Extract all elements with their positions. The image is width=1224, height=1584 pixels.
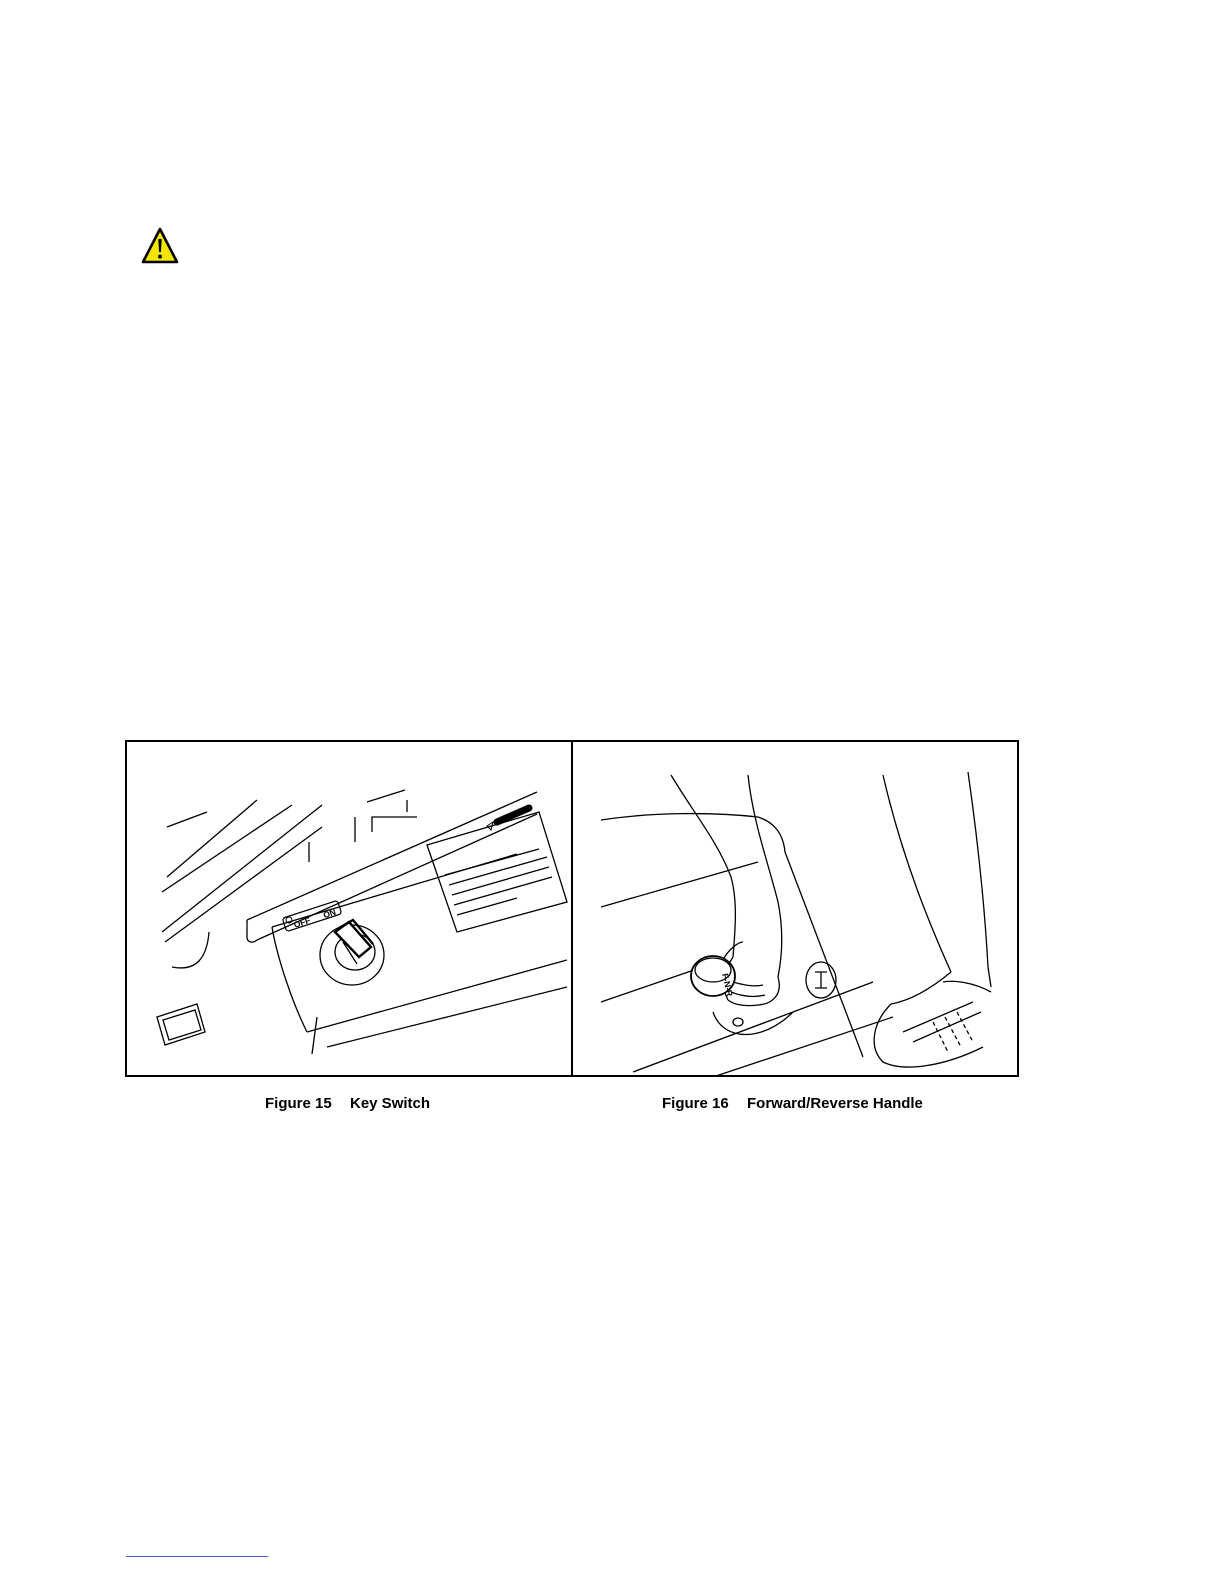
switch-label-on: ON (321, 906, 338, 921)
footnote-rule (126, 1556, 268, 1557)
figure-15-number: Figure 15 (265, 1095, 332, 1112)
figure-15-caption (265, 1095, 430, 1112)
figure-frame (125, 740, 1019, 1077)
figure-15-title: Key Switch (350, 1095, 431, 1112)
figure-16-caption (662, 1095, 923, 1112)
figure-16-number: Figure 16 (662, 1095, 729, 1112)
forward-reverse-illustration (573, 742, 1017, 1075)
knob-label: F-N-R (720, 972, 735, 998)
switch-label-off: OFF (292, 915, 312, 930)
key-switch-illustration (127, 742, 571, 1075)
warning-triangle-icon (140, 226, 180, 266)
figure-16-title: Forward/Reverse Handle (747, 1095, 923, 1112)
